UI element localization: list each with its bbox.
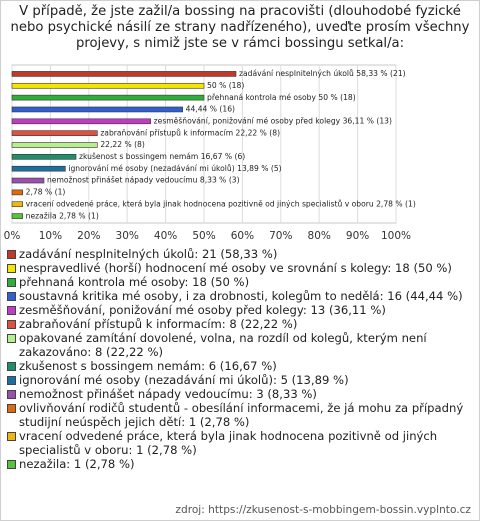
legend-label: ignorování mé osoby (nezadávání mi úkolů): 5 (13,89 %) <box>19 373 349 387</box>
bar <box>12 95 204 100</box>
legend-label: zesměšňování, ponižování mé osoby před kolegy: 13 (36,11 %) <box>19 303 386 317</box>
bar <box>12 166 65 171</box>
legend-label: zabraňování přístupů k informacím: 8 (22,22 %) <box>19 317 298 331</box>
legend-label: ovlivňování rodičů studentů - obesílání informacemi, že já mohu za případný studijní neúspěch jejich dětí: 1 (2,78 %) <box>19 401 464 429</box>
bar <box>12 214 23 219</box>
legend-swatch <box>7 292 16 301</box>
x-tick-labels <box>4 230 411 242</box>
legend-swatch <box>7 250 16 259</box>
bar-label: 44,44 % (16) <box>185 104 236 114</box>
legend-label: vracení odvedené práce, která byla jinak hodnocena pozitivně od jiných specialistů v oboru: 1 (2,78 %) <box>19 429 438 457</box>
x-tick-label: 0% <box>3 230 21 242</box>
bar-label: vracení odvedené práce, která byla jinak hodnocena pozitivně od jiných specialistů v oboru 2,78 % (1) <box>25 199 416 209</box>
legend-item <box>7 373 477 387</box>
legend-swatch <box>7 404 16 413</box>
legend-item <box>7 331 477 359</box>
bar <box>12 143 97 148</box>
bar <box>12 83 204 88</box>
legend-label: opakované zamítání dovolené, volna, na rozdíl od kolegů, kterým není zakazováno: 8 (22,22 %) <box>19 331 427 359</box>
legend-item <box>7 359 477 373</box>
x-tick-label: 30% <box>115 230 139 242</box>
legend-item <box>7 387 477 401</box>
legend-swatch <box>7 460 16 469</box>
bar-label: zkušenost s bossingem nemám 16,67 % (6) <box>79 152 246 162</box>
legend-item <box>7 289 477 303</box>
legend-label: nezažila: 1 (2,78 %) <box>19 457 135 471</box>
legend-item <box>7 401 477 429</box>
legend-swatch <box>7 320 16 329</box>
legend-item <box>7 247 477 261</box>
bar-label: 2,78 % (1) <box>25 187 66 197</box>
x-tick-label: 60% <box>230 230 255 242</box>
legend-item <box>7 261 477 275</box>
x-tick-label: 50% <box>192 230 216 242</box>
legend-swatch <box>7 432 16 441</box>
bar-label: 50 % (18) <box>207 80 245 90</box>
bar-label: nezažila 2,78 % (1) <box>25 211 99 221</box>
bar-label: nemožnost přinášet nápady vedoucímu 8,33 % (3) <box>46 175 240 185</box>
legend-swatch <box>7 376 16 385</box>
x-tick-label: 70% <box>269 230 293 242</box>
legend-label: zkušenost s bossingem nemám: 6 (16,67 %) <box>19 359 277 373</box>
x-tick-label: 20% <box>77 230 101 242</box>
source-note: zdroj: https://zkusenost-s-mobbingem-bossin.vyplnto.cz <box>175 504 471 516</box>
bar-chart <box>1 1 480 246</box>
bar-label: přehnaná kontrola mé osoby 50 % (18) <box>207 92 356 102</box>
legend-item <box>7 303 477 317</box>
bar <box>12 178 44 183</box>
legend-swatch <box>7 306 16 315</box>
legend-swatch <box>7 278 16 287</box>
bar <box>12 202 23 207</box>
bar-label: 22,22 % (8) <box>100 140 145 150</box>
chart-title: V případě, že jste zažil/a bossing na pracovišti (dlouhodobé fyzické nebo psychické násilí ze strany nadřízeného), uveďte prosím všechny projevy, s nimiž jste se v rámci bossingu setkal/a: <box>10 4 470 51</box>
bar <box>12 71 236 76</box>
legend-item <box>7 429 477 457</box>
legend-swatch <box>7 334 16 343</box>
legend-swatch <box>7 390 16 399</box>
bar <box>12 119 151 124</box>
legend-item <box>7 457 477 471</box>
legend-label: soustavná kritika mé osoby, i za drobnosti, kolegům to nedělá: 16 (44,44 %) <box>19 289 463 303</box>
bar <box>12 107 183 112</box>
legend-swatch <box>7 264 16 273</box>
legend-label: přehnaná kontrola mé osoby: 18 (50 %) <box>19 275 250 289</box>
x-tick-label: 40% <box>153 230 178 242</box>
bar-label: zesměšňování, ponižování mé osoby před kolegy 36,11 % (13) <box>153 116 392 126</box>
bar-label: zadávání nesplnitelných úkolů 58,33 % (21) <box>238 69 406 79</box>
x-tick-label: 80% <box>307 230 331 242</box>
bar-label: ignorování mé osoby (nezadávání mi úkolů) 13,89 % (5) <box>68 163 282 173</box>
x-tick-label: 10% <box>38 230 63 242</box>
x-tick-label: 90% <box>345 230 370 242</box>
legend-label: zadávání nesplnitelných úkolů: 21 (58,33 %) <box>19 247 278 261</box>
bar <box>12 154 76 159</box>
x-tick-label: 100% <box>380 230 412 242</box>
legend-item <box>7 275 477 289</box>
bar <box>12 131 97 136</box>
bar <box>12 190 23 195</box>
legend-label: nespravedlivé (horší) hodnocení mé osoby ve srovnání s kolegy: 18 (50 %) <box>19 261 452 275</box>
legend <box>7 247 477 471</box>
legend-label: nemožnost přinášet nápady vedoucímu: 3 (8,33 %) <box>19 387 317 401</box>
legend-swatch <box>7 362 16 371</box>
bar-label: zabraňování přístupů k informacím 22,22 % (8) <box>100 128 281 138</box>
legend-item <box>7 317 477 331</box>
